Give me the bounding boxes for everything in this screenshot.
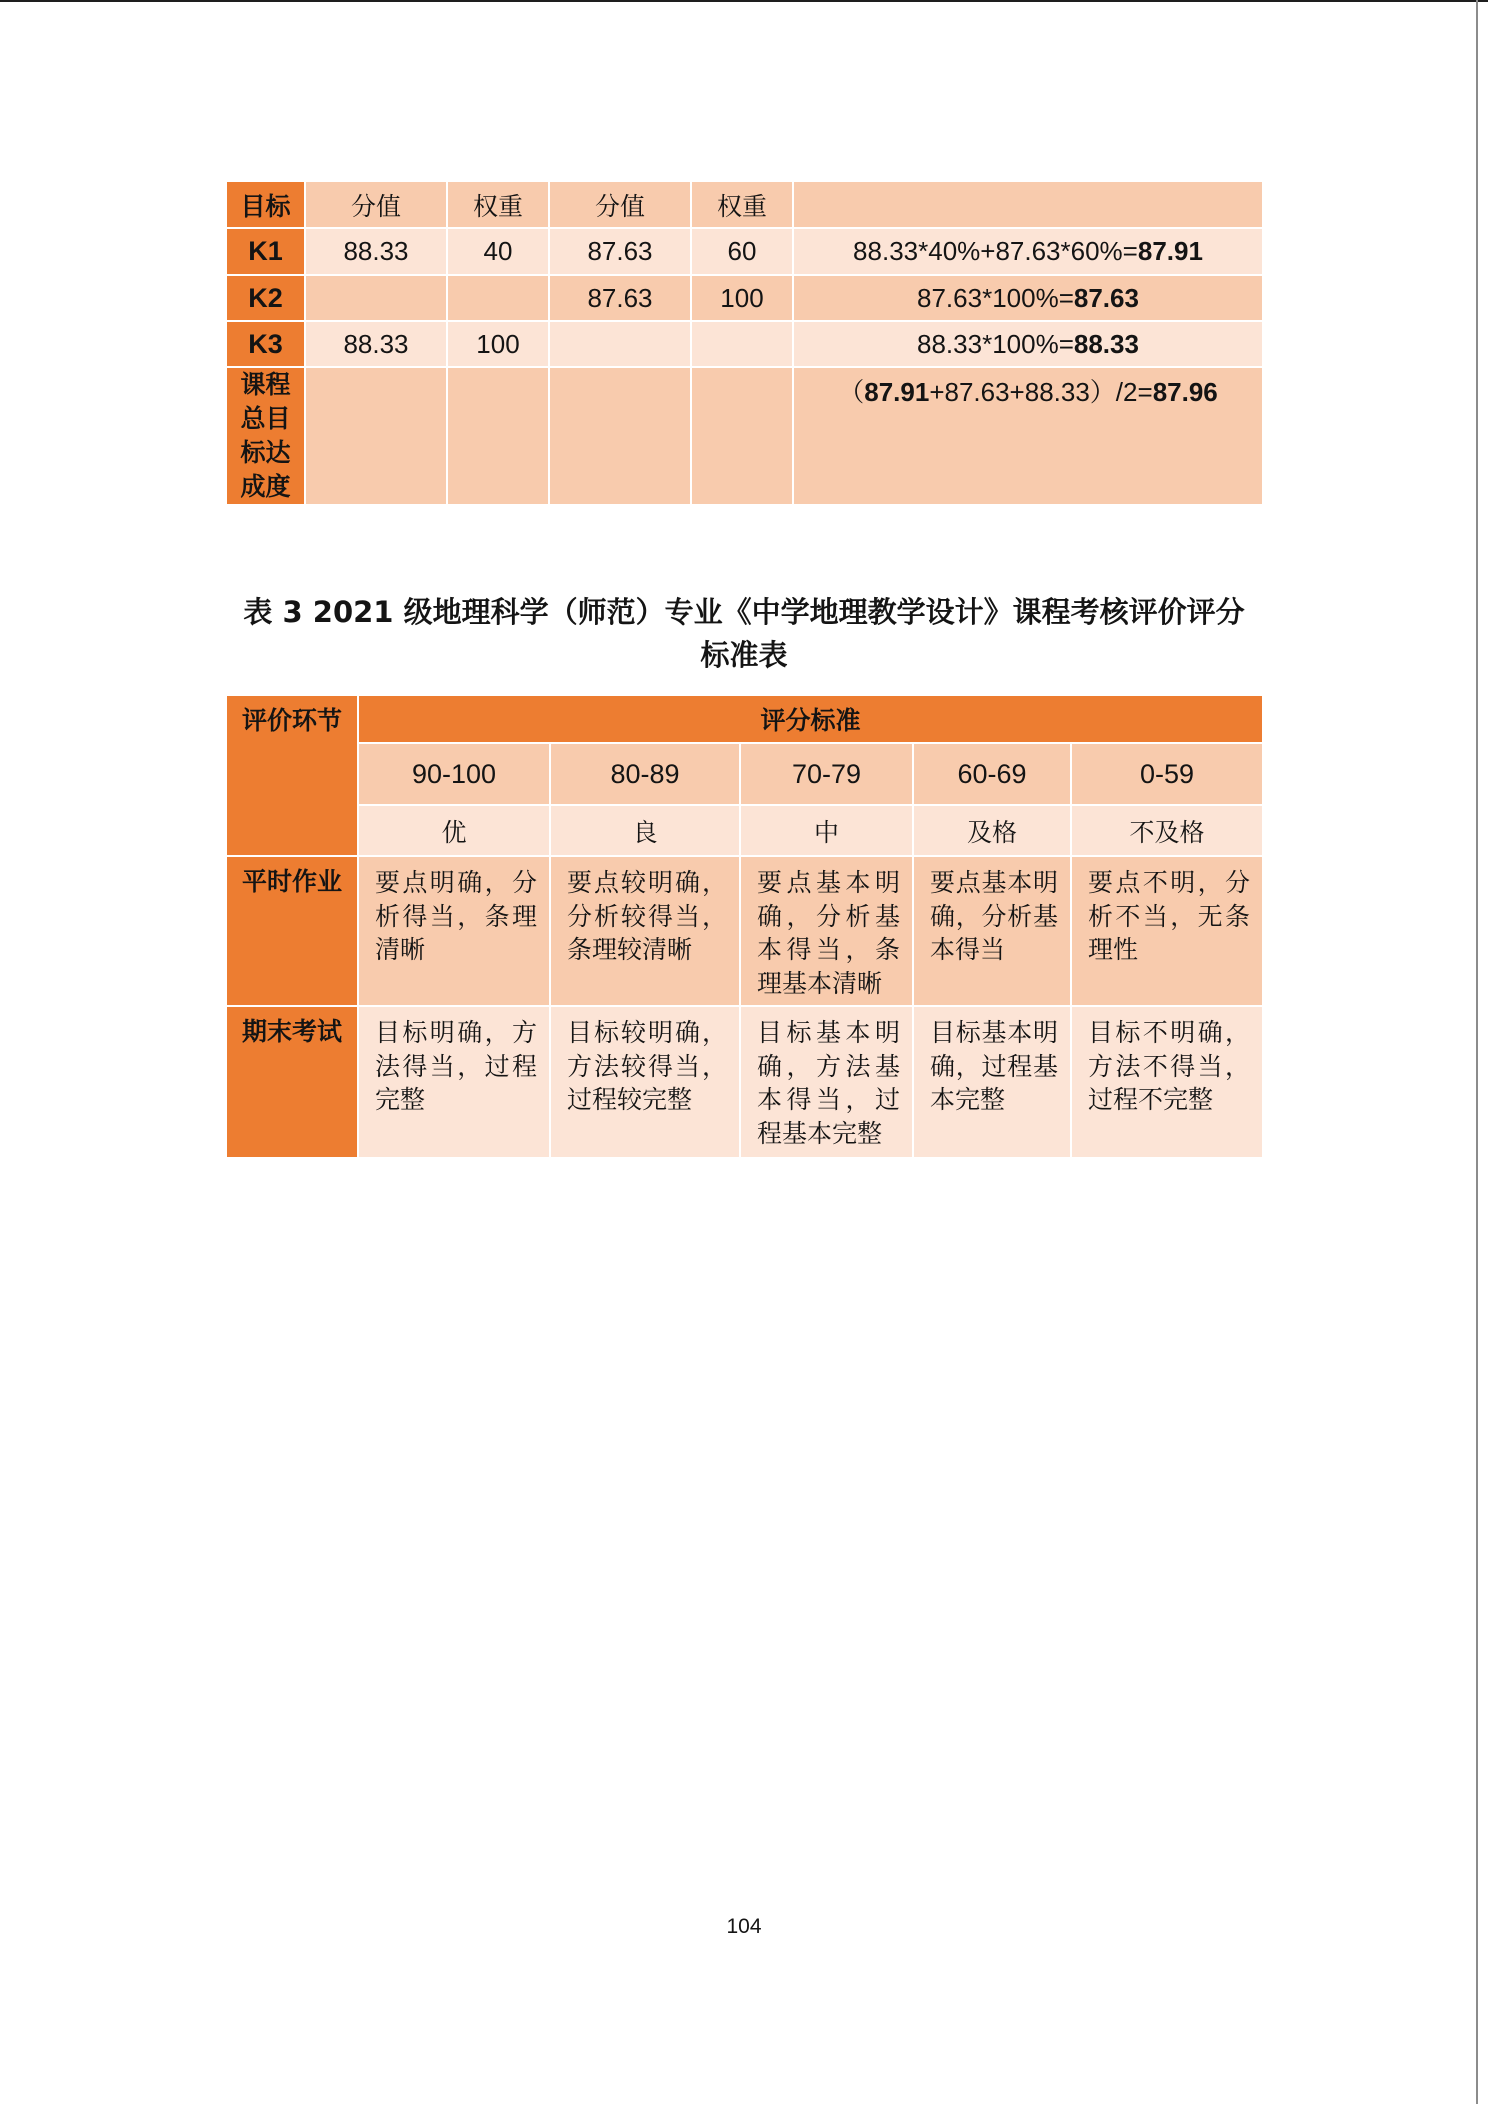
homework-desc-pass: 要点基本明确，分析基本得当: [913, 856, 1071, 1006]
exam-desc-medium: 目标基本明确，方法基本得当，过程基本完整: [740, 1006, 913, 1158]
target-k1: K1: [226, 228, 305, 275]
page-number: 104: [726, 1915, 762, 1938]
k2-formula: [793, 275, 1263, 321]
k1-formula: [793, 228, 1263, 275]
homework-desc-excellent: 要点明确，分析得当，条理清晰: [358, 856, 550, 1006]
page-right-edge: [1476, 0, 1478, 2104]
overall-formula-expression: +87.63+88.33）/2=: [929, 377, 1153, 407]
exam-desc-excellent: 目标明确，方法得当，过程完整: [358, 1006, 550, 1158]
attainment-header-row: [226, 181, 1263, 228]
header-score-2: 分值: [549, 181, 691, 228]
k2-formula-result: 87.63: [1073, 282, 1139, 313]
overall-weight-1: [447, 367, 549, 505]
page-top-edge: [0, 0, 1488, 2]
k3-formula-expression: 88.33*100%=: [917, 328, 1074, 359]
k1-weight-1: 40: [447, 228, 549, 275]
attainment-row-overall: [226, 367, 1263, 505]
attainment-row-k3: [226, 321, 1263, 367]
grade-pass: 及格: [913, 805, 1071, 856]
range-60-69: 60-69: [913, 743, 1071, 805]
k2-score-2: 87.63: [549, 275, 691, 321]
overall-score-1: [305, 367, 447, 505]
grade-medium: 中: [740, 805, 913, 856]
target-overall: 课程总目标达成度: [226, 367, 305, 505]
overall-weight-2: [691, 367, 793, 505]
header-scoring-criteria: 评分标准: [358, 695, 1263, 743]
overall-formula-term: 87.91: [864, 377, 930, 407]
k2-score-1: [305, 275, 447, 321]
homework-desc-good: 要点较明确，分析较得当，条理较清晰: [550, 856, 740, 1006]
k1-score-2: 87.63: [549, 228, 691, 275]
header-weight-2: 权重: [691, 181, 793, 228]
table-caption-line-1: 表 3 2021 级地理科学（师范）专业《中学地理教学设计》课程考核评价评分: [243, 595, 1245, 629]
overall-formula-open: （: [838, 377, 865, 407]
grade-excellent: 优: [358, 805, 550, 856]
grade-row: [226, 805, 1263, 856]
table-row: [226, 856, 1263, 1006]
attainment-table: [225, 180, 1264, 506]
k2-weight-2: 100: [691, 275, 793, 321]
grade-good: 良: [550, 805, 740, 856]
k3-weight-2: [691, 321, 793, 367]
k2-weight-1: [447, 275, 549, 321]
score-range-row: [226, 743, 1263, 805]
range-90-100: 90-100: [358, 743, 550, 805]
range-80-89: 80-89: [550, 743, 740, 805]
range-0-59: 0-59: [1071, 743, 1263, 805]
overall-formula: [793, 367, 1263, 505]
k1-weight-2: 60: [691, 228, 793, 275]
k1-formula-expression: 88.33*40%+87.63*60%=: [853, 236, 1138, 266]
k3-score-1: 88.33: [305, 321, 447, 367]
range-70-79: 70-79: [740, 743, 913, 805]
table-caption: [0, 591, 1488, 677]
header-score-1: 分值: [305, 181, 447, 228]
attainment-row-k1: [226, 228, 1263, 275]
exam-desc-good: 目标较明确，方法较得当，过程较完整: [550, 1006, 740, 1158]
k3-formula: [793, 321, 1263, 367]
table-row: [226, 1006, 1263, 1158]
target-k3: K3: [226, 321, 305, 367]
k3-weight-1: 100: [447, 321, 549, 367]
grading-header-row: [226, 695, 1263, 743]
homework-desc-medium: 要点基本明确，分析基本得当，条理基本清晰: [740, 856, 913, 1006]
grading-standard-table: [225, 694, 1264, 1159]
grade-fail: 不及格: [1071, 805, 1263, 856]
attainment-row-k2: [226, 275, 1263, 321]
header-formula-blank: [793, 181, 1263, 228]
header-evaluation-stage: 评价环节: [226, 695, 358, 856]
exam-desc-pass: 目标基本明确，过程基本完整: [913, 1006, 1071, 1158]
target-k2: K2: [226, 275, 305, 321]
overall-formula-result: 87.96: [1152, 377, 1218, 407]
header-target: 目标: [226, 181, 305, 228]
stage-homework: 平时作业: [226, 856, 358, 1006]
k1-formula-result: 87.91: [1137, 236, 1203, 266]
k2-formula-expression: 87.63*100%=: [917, 282, 1074, 313]
overall-score-2: [549, 367, 691, 505]
homework-desc-fail: 要点不明，分析不当，无条理性: [1071, 856, 1263, 1006]
stage-final-exam: 期末考试: [226, 1006, 358, 1158]
header-weight-1: 权重: [447, 181, 549, 228]
exam-desc-fail: 目标不明确，方法不得当，过程不完整: [1071, 1006, 1263, 1158]
k3-formula-result: 88.33: [1073, 328, 1139, 359]
k3-score-2: [549, 321, 691, 367]
table-caption-line-2: 标准表: [700, 638, 788, 672]
k1-score-1: 88.33: [305, 228, 447, 275]
